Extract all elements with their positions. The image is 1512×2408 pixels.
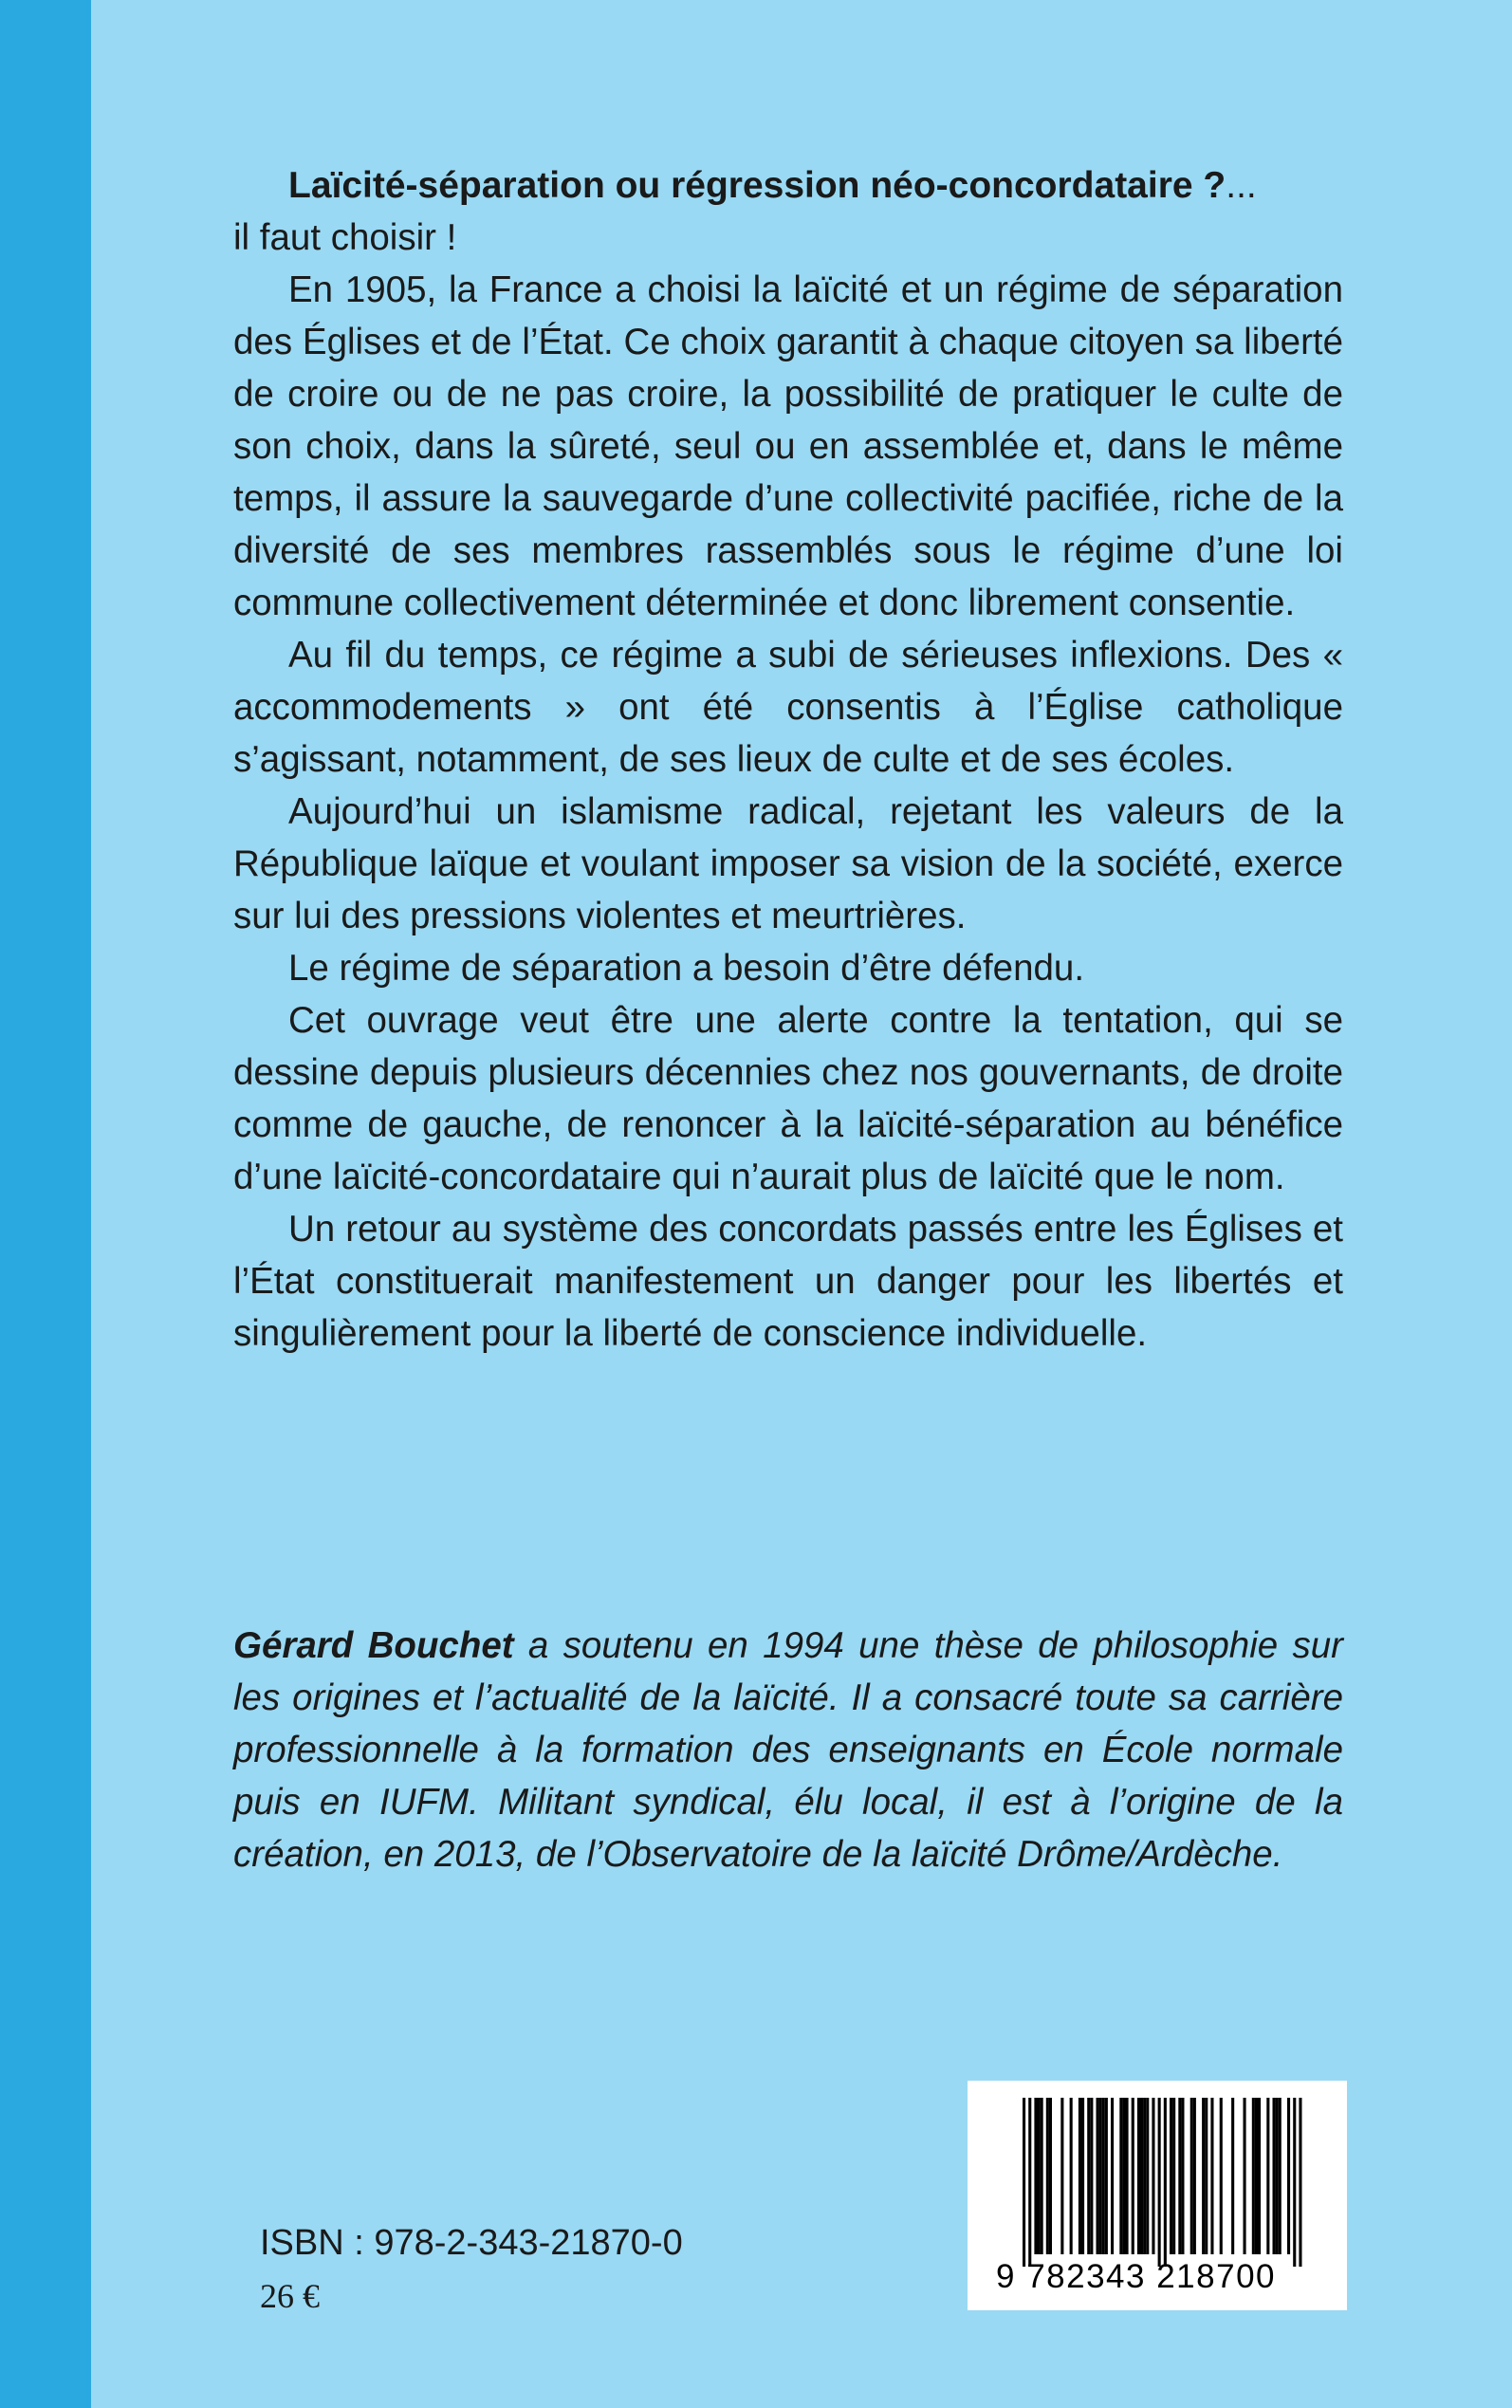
barcode-bar: [1081, 2098, 1084, 2254]
barcode-bar: [1140, 2098, 1143, 2254]
barcode-bar: [1097, 2098, 1099, 2254]
barcode-bar: [1193, 2098, 1196, 2254]
barcode-bar: [1279, 2098, 1282, 2254]
spine-band: [0, 0, 91, 2408]
barcode-bar: [1046, 2098, 1049, 2254]
blurb-paragraph: Aujourd’hui un islamisme radical, rejetant les valeurs de la République laïque et voulant imposer sa vision de la société, exerce sur lui des pressions violentes et meurtrières.: [233, 791, 1343, 936]
barcode-bar: [1102, 2098, 1105, 2254]
blurb-paragraph: Cet ouvrage veut être une alerte contre la tentation, qui se dessine depuis plusieurs décennies chez nos gouvernants, de droite comme de gauche, de renoncer à la laïcité-séparation au bénéfice d’une laïcité-concordataire qui n’aurait plus de laïcité que le nom.: [233, 1000, 1343, 1197]
blurb-headline-dots: ...: [1226, 165, 1257, 206]
author-name: Gérard Bouchet: [233, 1625, 514, 1666]
barcode-bar: [1060, 2098, 1063, 2254]
barcode-bar: [1111, 2098, 1114, 2254]
barcode-bar: [1202, 2098, 1205, 2254]
barcode-bar: [1170, 2098, 1172, 2254]
blurb-paragraph: Un retour au système des concordats passés entre les Églises et l’État constituerait manifestement un danger pour les libertés et singulièrement pour la liberté de conscience individuelle.: [233, 1209, 1343, 1354]
blurb-headline: [233, 159, 1343, 212]
author-bio-paragraph: [233, 1620, 1343, 1880]
barcode-bar: [1276, 2098, 1279, 2254]
barcode-bar: [1126, 2098, 1129, 2254]
barcode-bar: [1266, 2098, 1269, 2254]
barcode-bar: [1087, 2098, 1090, 2254]
author-bio-text: a soutenu en 1994 une thèse de philosophie sur les origines et l’actualité de la laïcité. Il a consacré toute sa carrière professionnelle à la formation des enseignants en École normale puis en IUFM. Militant syndical, élu local, il est à l’origine de la création, en 2013, de l’Observatoire de la laïcité Drôme/Ardèche.: [233, 1625, 1343, 1875]
barcode-bar: [1299, 2098, 1301, 2267]
author-bio: [233, 1620, 1343, 1880]
barcode-bar: [1164, 2098, 1167, 2267]
barcode-bar: [1255, 2098, 1258, 2254]
barcode-bar: [1231, 2098, 1234, 2254]
price: 26 €: [260, 2277, 320, 2315]
barcode-bar: [1205, 2098, 1208, 2254]
barcode-bar: [1210, 2098, 1213, 2254]
barcode-bar: [1119, 2098, 1122, 2254]
barcode-bar: [1172, 2098, 1175, 2254]
blurb-headline-continuation: il faut choisir !: [233, 217, 457, 258]
barcode-bar: [1146, 2098, 1149, 2254]
blurb-headline-text: Laïcité-séparation ou régression néo-concordataire ?: [288, 165, 1226, 206]
barcode-bar: [1287, 2098, 1290, 2254]
barcode-bar: [1099, 2098, 1102, 2254]
barcode-bar: [1038, 2098, 1041, 2254]
barcode-bar: [1070, 2098, 1073, 2254]
barcode-bar: [1152, 2098, 1154, 2254]
barcode-bar: [1049, 2098, 1052, 2254]
barcode-bar: [1273, 2098, 1276, 2254]
barcode-bar: [1252, 2098, 1255, 2254]
barcode-bar: [1190, 2098, 1193, 2254]
cover-blurb: [233, 159, 1343, 1360]
barcode-bar: [1137, 2098, 1140, 2254]
barcode-bar: [1181, 2098, 1184, 2254]
barcode-bar: [1034, 2098, 1037, 2254]
barcode-bar: [1023, 2098, 1025, 2267]
barcode-bar: [1079, 2098, 1081, 2254]
barcode: [968, 2081, 1347, 2310]
barcode-bar: [1258, 2098, 1261, 2254]
barcode-bar: [1132, 2098, 1134, 2254]
barcode-digits: 9 782343 218700: [996, 2258, 1276, 2295]
barcode-bar: [1105, 2098, 1108, 2254]
blurb-paragraph: Au fil du temps, ce régime a subi de sérieuses inflexions. Des « accommodements » ont été consentis à l’Église catholique s’agissant, notamment, de ses lieux de culte et de ses écoles.: [233, 635, 1343, 780]
barcode-bar: [1178, 2098, 1181, 2254]
barcode-bar: [1220, 2098, 1223, 2254]
barcode-bar: [1028, 2098, 1031, 2267]
barcode-bar: [1143, 2098, 1146, 2254]
blurb-paragraph: En 1905, la France a choisi la laïcité et un régime de séparation des Églises et de l’État. Ce choix garantit à chaque citoyen sa liberté de croire ou de ne pas croire, la possibilité de pratiquer le culte de son choix, dans la sûreté, seul ou en assemblée et, dans le même temps, il assure la sauvegarde d’une collectivité pacifiée, riche de la diversité de ses membres rassemblés sous le régime d’une loi commune collectivement déterminée et donc librement consentie.: [233, 269, 1343, 623]
barcode-bar: [1158, 2098, 1161, 2267]
barcode-bar: [1090, 2098, 1093, 2254]
barcode-bar: [1293, 2098, 1296, 2267]
barcode-bar: [1122, 2098, 1125, 2254]
barcode-bar: [1041, 2098, 1043, 2254]
isbn: ISBN : 978-2-343-21870-0: [260, 2223, 683, 2263]
blurb-paragraph: Le régime de séparation a besoin d’être défendu.: [288, 948, 1085, 989]
barcode-bar: [1244, 2098, 1246, 2254]
